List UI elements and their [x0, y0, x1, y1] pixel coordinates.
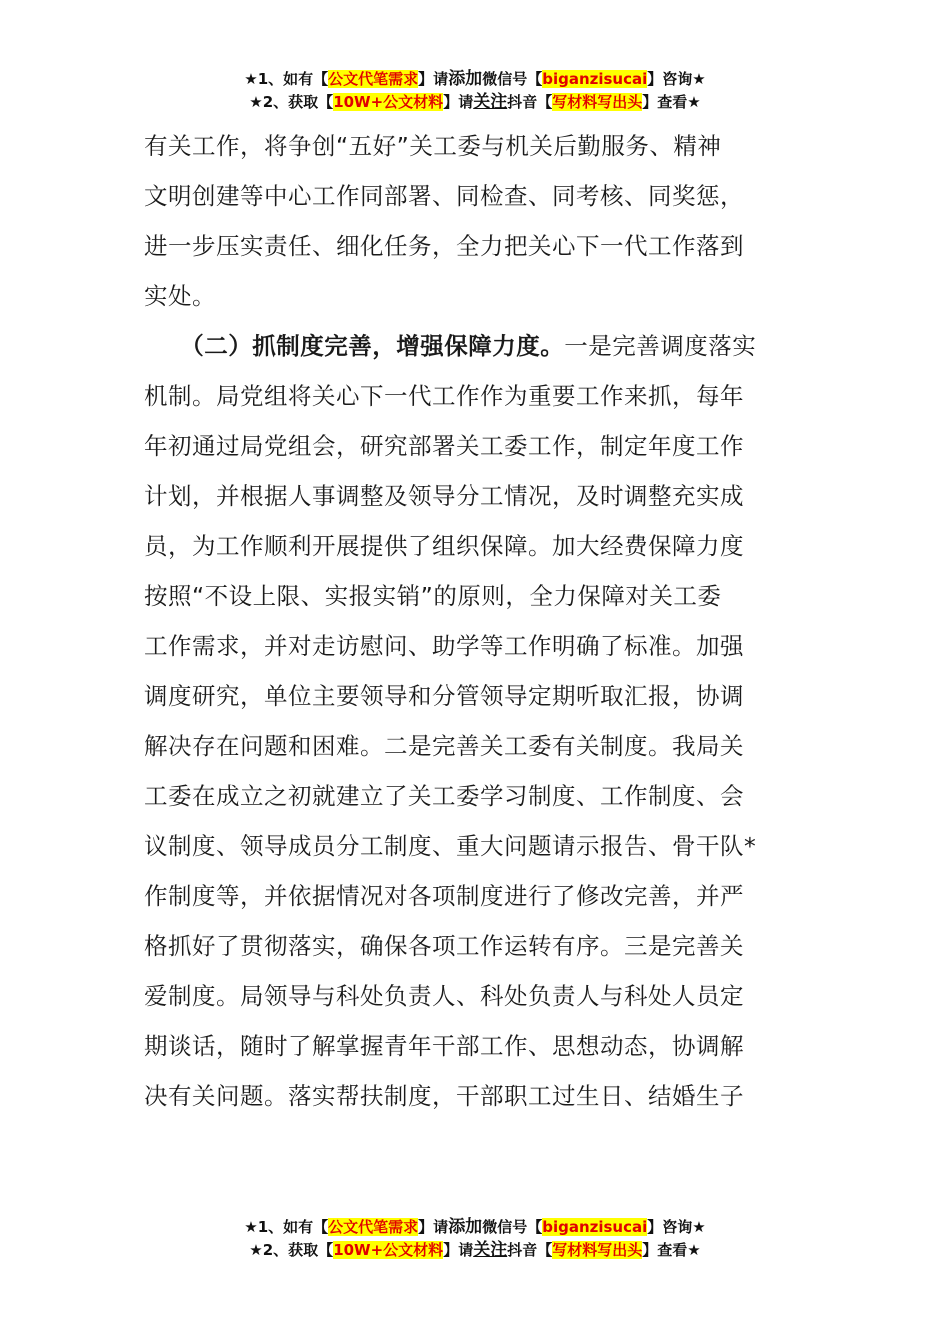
document-body: [144, 121, 806, 1121]
text-line: 进一步压实责任、细化任务，全力把关心下一代工作落到: [144, 232, 744, 260]
highlight-materials: 10W+公文材料: [333, 93, 444, 111]
header-banner: [0, 68, 950, 114]
highlight-wechat-id: biganzisucai: [542, 70, 648, 88]
highlight-douyin-account: 写材料写出头: [552, 1241, 643, 1259]
text-line: 年初通过局党组会，研究部署关工委工作，制定年度工作: [144, 432, 744, 460]
text-line: 决有关问题。落实帮扶制度，干部职工过生日、结婚生子: [144, 1082, 744, 1110]
text-line: 有关工作，将争创“五好”关工委与机关后勤服务、精神: [144, 132, 722, 160]
footer-banner: [0, 1216, 950, 1262]
text-line: 实处。: [144, 282, 216, 310]
highlight-materials: 10W+公文材料: [333, 1241, 444, 1259]
banner-line-2: ★2、获取【10W+公文材料】请关注抖音【写材料写出头】查看★: [249, 92, 701, 112]
highlight-douyin-account: 写材料写出头: [552, 93, 643, 111]
text-line: 计划，并根据人事调整及领导分工情况，及时调整充实成: [144, 482, 744, 510]
section-heading: （二）抓制度完善，增强保障力度。: [192, 332, 565, 360]
text-line: 调度研究，单位主要领导和分管领导定期听取汇报，协调: [144, 682, 744, 710]
banner-line-2: ★2、获取【10W+公文材料】请关注抖音【写材料写出头】查看★: [249, 1240, 701, 1260]
text-line: 工作需求，并对走访慰问、助学等工作明确了标准。加强: [144, 632, 744, 660]
highlight-service: 公文代笔需求: [328, 1218, 419, 1236]
text-line: 格抓好了贯彻落实，确保各项工作运转有序。三是完善关: [144, 932, 744, 960]
text-line: 工委在成立之初就建立了关工委学习制度、工作制度、会: [144, 782, 744, 810]
banner-line-1: ★1、如有【公文代笔需求】请添加微信号【biganzisucai】咨询★: [244, 1217, 706, 1237]
banner-line-1: ★1、如有【公文代笔需求】请添加微信号【biganzisucai】咨询★: [244, 69, 706, 89]
text-line: 按照“不设上限、实报实销”的原则，全力保障对关工委: [144, 582, 722, 610]
text-line: 期谈话，随时了解掌握青年干部工作、思想动态，协调解: [144, 1032, 744, 1060]
text-line: 爱制度。局领导与科处负责人、科处负责人与科处人员定: [144, 982, 744, 1010]
text-line: 员，为工作顺利开展提供了组织保障。加大经费保障力度: [144, 532, 744, 560]
text-line: 机制。局党组将关心下一代工作作为重要工作来抓，每年: [144, 382, 744, 410]
highlight-wechat-id: biganzisucai: [542, 1218, 648, 1236]
text-line: 作制度等，并依据情况对各项制度进行了修改完善，并严: [144, 882, 744, 910]
text-line: 文明创建等中心工作同部署、同检查、同考核、同奖惩，: [144, 182, 744, 210]
section-heading-line: （二）抓制度完善，增强保障力度。一是完善调度落实: [192, 332, 757, 360]
highlight-service: 公文代笔需求: [328, 70, 419, 88]
text-line: 议制度、领导成员分工制度、重大问题请示报告、骨干队*: [144, 832, 757, 860]
text-line: 解决存在问题和困难。二是完善关工委有关制度。我局关: [144, 732, 744, 760]
